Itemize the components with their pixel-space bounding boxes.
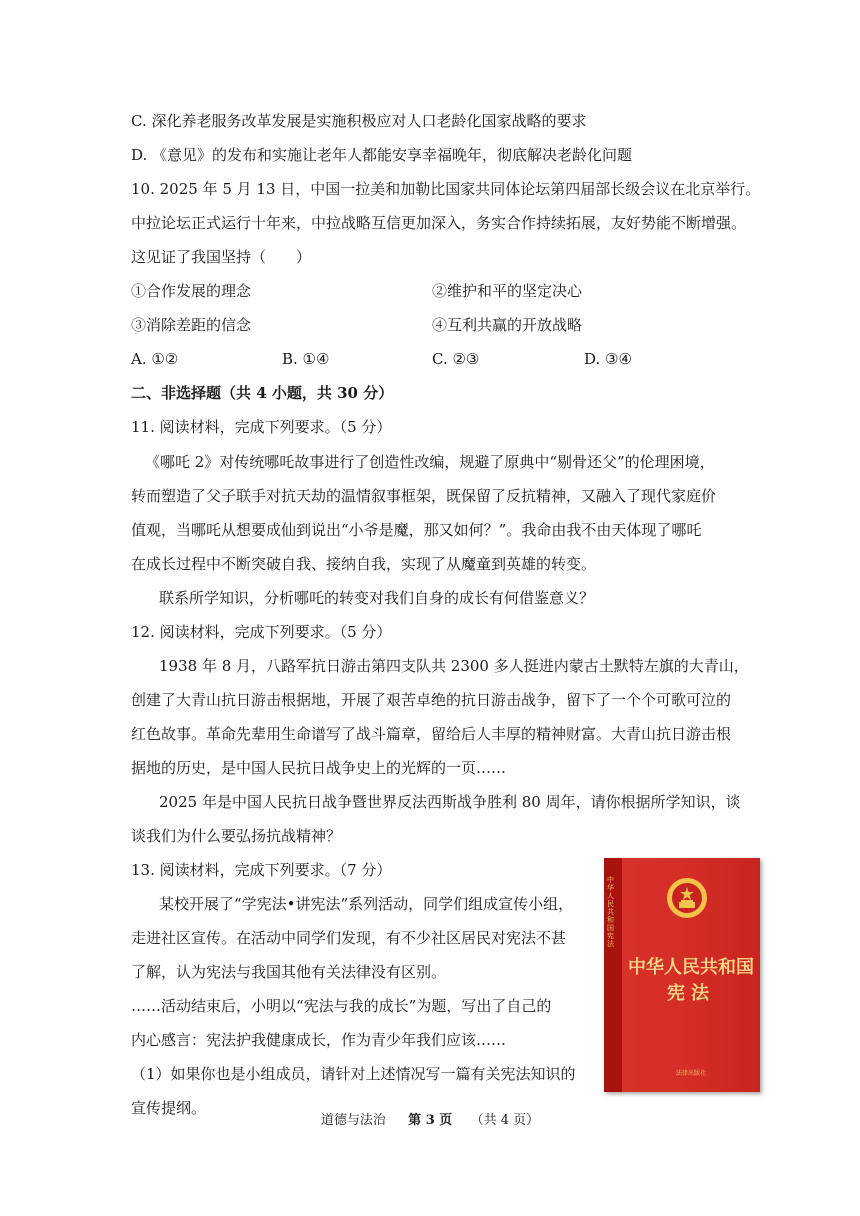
national-emblem-icon (665, 876, 709, 920)
footer-subject: 道德与法治 (320, 1113, 386, 1128)
q9-option-d: D. 《意见》的发布和实施让老年人都能安享幸福晚年，彻底解决老龄化问题 (131, 146, 633, 164)
q11-material-line-2: 转而塑造了父子联手对抗天劫的温情叙事框架，既保留了反抗精神，又融入了现代家庭价 (131, 487, 717, 505)
constitution-book-image (604, 858, 760, 1092)
q13-question-1-line-2: 宣传提纲。 (131, 1099, 207, 1117)
q12-material-line-1: 1938 年 8 月，八路军抗日游击第四支队共 2300 多人挺进内蒙古土默特左旗的大青山， (159, 657, 749, 675)
q10-choice-d: D. ③④ (584, 350, 632, 368)
footer-page-number: 第 3 页 (408, 1113, 453, 1128)
book-subtitle: 宪法 (667, 983, 715, 1004)
q11-material-line-4: 在成长过程中不断突破自我、接纳自我，实现了从魔童到英雄的转变。 (131, 555, 597, 573)
section-2-title: 二、非选择题（共 4 小题，共 30 分） (131, 384, 394, 402)
q13-material-line-3: 了解，认为宪法与我国其他有关法律没有区别。 (131, 963, 447, 981)
q13-material-line-5: 内心感言：宪法护我健康成长，作为青少年我们应该…… (131, 1031, 507, 1049)
book-spine (604, 858, 622, 1092)
q10-item-4: ④互利共赢的开放战略 (432, 316, 583, 334)
q9-option-c: C. 深化养老服务改革发展是实施积极应对人口老龄化国家战略的要求 (131, 112, 587, 130)
q13-material-line-2: 走进社区宣传。在活动中同学们发现，有不少社区居民对宪法不甚 (131, 929, 567, 947)
q11-material-line-3: 值观，当哪吒从想要成仙到说出“小爷是魔，那又如何？”。我命由我不由天体现了哪吒 (131, 521, 702, 539)
q10-choice-a: A. ①② (131, 350, 179, 368)
q10-item-1: ①合作发展的理念 (131, 282, 252, 300)
book-title: 中华人民共和国 (628, 957, 754, 978)
q11-question: 联系所学知识，分析哪吒的转变对我们自身的成长有何借鉴意义？ (159, 589, 595, 607)
page-footer (0, 1112, 860, 1130)
q11-header: 11. 阅读材料，完成下列要求。（5 分） (131, 418, 392, 436)
q10-stem-line-1: 10. 2025 年 5 月 13 日，中国一拉美和加勒比国家共同体论坛第四届部长级会议在北京举行。 (131, 180, 761, 198)
q10-stem-line-3: 这见证了我国坚持（ ） (131, 248, 312, 266)
book-spine-text: 中华人民共和国宪法 (607, 876, 614, 948)
q10-choice-b: B. ①④ (282, 350, 330, 368)
q12-material-line-2: 创建了大青山抗日游击根据地，开展了艰苦卓绝的抗日游击战争，留下了一个个可歌可泣的 (131, 691, 732, 709)
q10-stem-line-2: 中拉论坛正式运行十年来，中拉战略互信更加深入，务实合作持续拓展，友好势能不断增强。 (131, 214, 747, 232)
q13-question-1-line-1: （1）如果你也是小组成员，请针对上述情况写一篇有关宪法知识的 (131, 1065, 576, 1083)
q11-material-line-1: 《哪吒 2》对传统哪吒故事进行了创造性改编，规避了原典中“剔骨还父”的伦理困境， (145, 453, 715, 471)
q12-question-line-1: 2025 年是中国人民抗日战争暨世界反法西斯战争胜利 80 周年，请你根据所学知识，谈 (159, 793, 741, 811)
q12-question-line-2: 谈我们为什么要弘扬抗战精神？ (131, 827, 342, 845)
footer-total-pages: （共 4 页） (470, 1113, 540, 1128)
q13-material-line-4: ……活动结束后，小明以“宪法与我的成长”为题，写出了自己的 (131, 997, 552, 1015)
q12-header: 12. 阅读材料，完成下列要求。（5 分） (131, 623, 392, 641)
q13-header: 13. 阅读材料，完成下列要求。（7 分） (131, 861, 392, 879)
q10-choice-c: C. ②③ (432, 350, 480, 368)
q13-material-line-1: 某校开展了“学宪法•讲宪法”系列活动，同学们组成宣传小组， (159, 895, 574, 913)
book-publisher: 法律出版社 (675, 1070, 706, 1077)
q12-material-line-3: 红色故事。革命先辈用生命谱写了战斗篇章，留给后人丰厚的精神财富。大青山抗日游击根 (131, 725, 732, 743)
q10-item-3: ③消除差距的信念 (131, 316, 252, 334)
q10-item-2: ②维护和平的坚定决心 (432, 282, 583, 300)
q12-material-line-4: 据地的历史，是中国人民抗日战争史上的光辉的一页…… (131, 759, 507, 777)
